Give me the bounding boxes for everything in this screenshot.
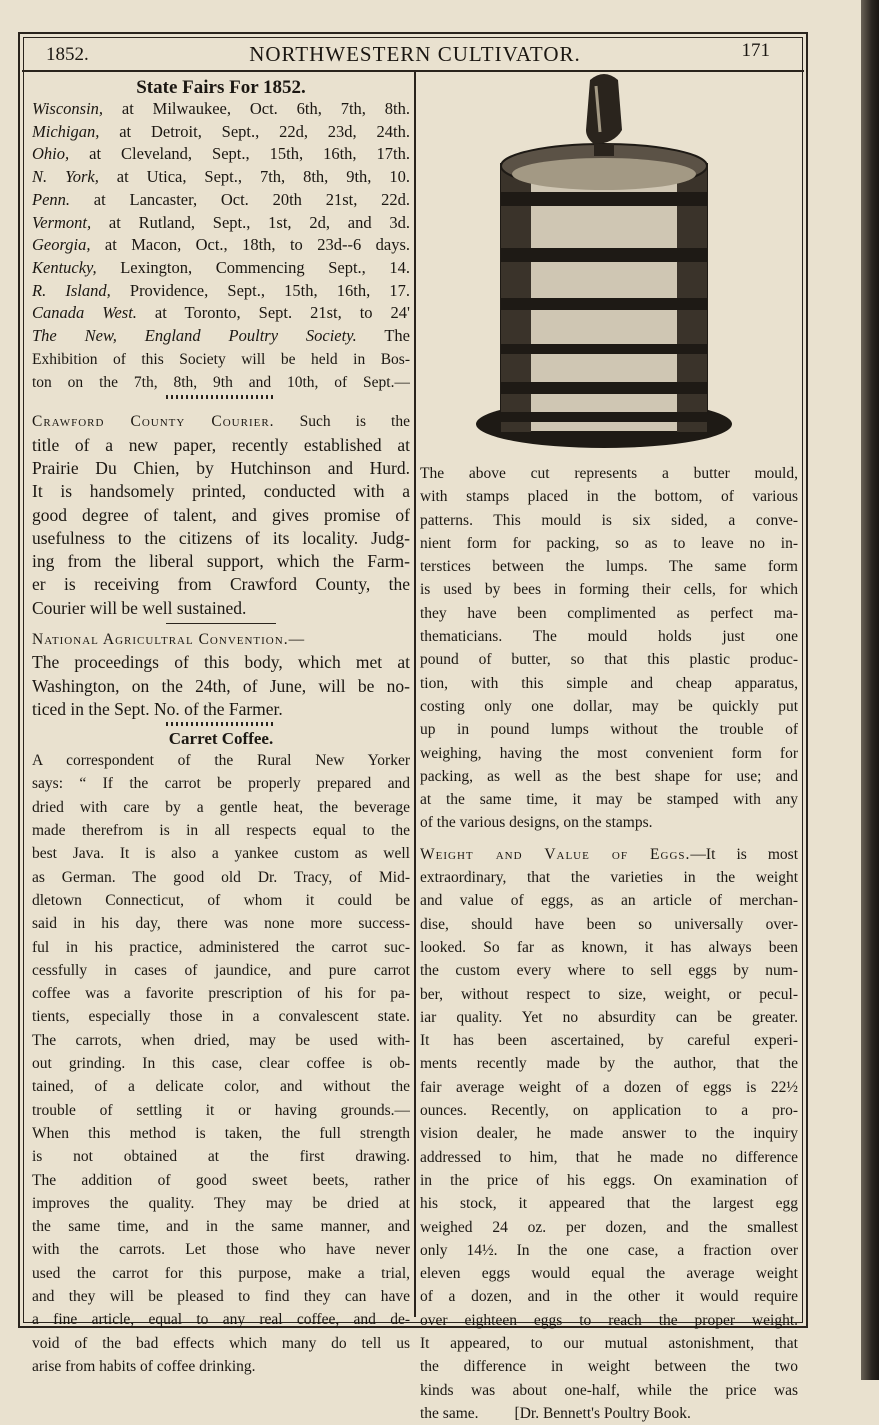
fair-details: at Macon, Oct., 18th, to 23d--6 days. <box>90 235 410 255</box>
text-line: vision dealer, he made answer to the inquiry <box>420 1125 798 1143</box>
text-line: er is receiving from Crawford County, the <box>32 574 410 595</box>
text-line: of the various designs, on the stamps. <box>420 814 653 832</box>
fair-details: at Utica, Sept., 7th, 8th, 9th, 10. <box>98 167 410 187</box>
text-line: weighed 24 oz. per dozen, and the smallest <box>420 1218 798 1236</box>
text-line: pound of butter, so that this plastic produc- <box>420 651 798 669</box>
fair-state: Vermont, <box>32 212 92 232</box>
text-line: tients, especially those in a convalescent state. <box>32 1008 410 1026</box>
text-line: says: “ If the carrot be properly prepared and <box>32 775 410 793</box>
text-line: the custom every where to sell eggs by num- <box>420 962 798 980</box>
text-line: dise, should have been so universally over- <box>420 915 798 933</box>
text-line: tion, with this simple and cheap apparatus, <box>420 674 798 692</box>
text-line: out grinding. In this case, clear coffee is ob- <box>32 1055 410 1073</box>
text-line: his stock, it appeared that the largest egg <box>420 1195 798 1213</box>
fairs-heading: State Fairs For 1852. <box>136 77 306 98</box>
poultry-society-text <box>32 348 410 395</box>
text-line: the same time, and in the same manner, and <box>32 1218 410 1236</box>
text-line: trouble of settling it or having grounds.— <box>32 1101 410 1119</box>
section-ornament <box>166 620 276 628</box>
courier-first-line <box>32 410 410 433</box>
convention-paragraph <box>32 651 410 721</box>
text-line: looked. So far as known, it has always been <box>420 938 798 956</box>
text-line: eleven eggs would equal the average weight <box>420 1265 798 1283</box>
text-line: title of a new paper, recently established at <box>32 434 410 455</box>
fair-details: Providence, Sept., 15th, 16th, 17. <box>110 280 410 300</box>
butter-mould-illustration <box>466 72 742 458</box>
text-line: ounces. Recently, on application to a pro- <box>420 1102 798 1120</box>
text-line: The carrots, when dried, may be used with- <box>32 1031 410 1049</box>
text-line: improves the quality. They may be dried at <box>32 1194 410 1212</box>
text-line: is not obtained at the first drawing. <box>32 1148 410 1166</box>
text-line: as German. The good old Dr. Tracy, of Mid- <box>32 868 410 886</box>
text-line: of a dozen, and in the other it would require <box>420 1288 798 1306</box>
eggs-heading: Weight and Value of Eggs. <box>420 845 691 863</box>
text-line: usefulness to the citizens of its locality. Judg- <box>32 527 410 548</box>
text-line: the difference in weight between the two <box>420 1358 798 1376</box>
eggs-lead: —It is most <box>690 845 798 863</box>
text-line: up in pound lumps without the trouble of <box>420 721 798 739</box>
text-line: The proceedings of this body, which met at <box>32 652 410 673</box>
eggs-first-line <box>420 843 798 866</box>
fair-entry <box>32 212 410 235</box>
text-line: coffee was a favorite prescription of his for pa- <box>32 985 410 1003</box>
book-spine <box>861 0 879 1380</box>
left-column <box>32 78 410 1378</box>
fair-entry <box>32 257 410 280</box>
section-ornament <box>166 394 276 402</box>
text-line: terstices between the lumps. The same form <box>420 558 798 576</box>
text-line: best Java. It is also a yankee custom as well <box>32 845 410 863</box>
fair-entry <box>32 143 410 166</box>
fair-details: Lexington, Commencing Sept., 14. <box>96 257 410 277</box>
fair-details: at Milwaukee, Oct. 6th, 7th, 8th. <box>103 99 410 118</box>
fair-entry <box>32 302 410 325</box>
text-line: they have been complimented as perfect ma- <box>420 604 798 622</box>
text-line: dried with care by a gentle heat, the beverage <box>32 798 410 816</box>
fairs-list <box>32 98 410 348</box>
fair-state: Michigan, <box>32 121 100 141</box>
text-line: addressed to him, that he made no difference <box>420 1148 798 1166</box>
fair-state: Kentucky, <box>32 257 97 277</box>
text-line: costing only one dollar, may be quickly put <box>420 697 798 715</box>
text-line: used the carrot for this purpose, make a trial, <box>32 1264 410 1282</box>
fair-state: R. Island, <box>32 280 111 300</box>
text-line: arise from habits of coffee drinking. <box>32 1357 256 1375</box>
text-line: fair average weight of a dozen of eggs is 22½ <box>420 1078 798 1096</box>
coffee-article <box>32 749 410 1378</box>
eggs-source: [Dr. Bennett's Poultry Book. <box>514 1404 691 1422</box>
text-line: When this method is taken, the full strength <box>32 1124 410 1142</box>
text-line: ton on the 7th, 8th, 9th and 10th, of Sept.— <box>32 374 410 392</box>
courier-heading: Crawford County Courier. <box>32 413 275 431</box>
fair-state: Wisconsin, <box>32 99 104 118</box>
courier-paragraph <box>32 434 410 620</box>
fair-state: The New, England Poultry Society. <box>32 326 357 346</box>
text-line: with stamps placed in the bottom, of various <box>420 488 798 506</box>
fair-details: at Detroit, Sept., 22d, 23d, 24th. <box>99 121 410 141</box>
eggs-last-line: the same. [Dr. Bennett's Poultry Book. <box>420 1404 691 1422</box>
section-ornament <box>166 721 276 729</box>
text-line: thematicians. The mould holds just one <box>420 628 798 646</box>
text-line: The addition of good sweet beets, rather <box>32 1171 410 1189</box>
fair-details: The <box>356 326 410 346</box>
header-year: 1852. <box>46 44 89 65</box>
text-line: weighing, having the most convenient form for <box>420 744 798 762</box>
text-line: It appeared, to our mutual astonishment, that <box>420 1334 798 1352</box>
text-line: tained, of a delicate color, and without the <box>32 1078 410 1096</box>
text-line: Courier will be well sustained. <box>32 597 247 618</box>
fair-entry <box>32 280 410 303</box>
text-line: The above cut represents a butter mould, <box>420 465 798 482</box>
fair-entry <box>32 98 410 121</box>
text-line: and value of eggs, as an article of merchan- <box>420 892 798 910</box>
text-line: A correspondent of the Rural New Yorker <box>32 752 410 770</box>
convention-heading: National Agricultral Convention.— <box>32 631 306 648</box>
text-line: nient form for packing, so as to leave no in- <box>420 534 798 552</box>
text-line: dletown Connecticut, of whom it could be <box>32 891 410 909</box>
fair-entry <box>32 189 410 212</box>
text-line: and they will be pleased to find they can have <box>32 1288 410 1306</box>
header-title: NORTHWESTERN CULTIVATOR. <box>249 42 581 66</box>
fair-state: Ohio, <box>32 144 70 164</box>
text-line: ber, without respect to size, weight, or pecul- <box>420 985 798 1003</box>
fair-entry <box>32 325 410 348</box>
text-line: ful in his practice, administered the carrot suc- <box>32 938 410 956</box>
text-line: at the same time, it may be stamped with any <box>420 791 798 809</box>
text-line: only 14½. In the one case, a fraction over <box>420 1241 798 1259</box>
fair-entry <box>32 166 410 189</box>
text-line: It has been ascertained, by careful experi- <box>420 1032 798 1050</box>
text-line: said in his day, there was none more success- <box>32 915 410 933</box>
text-line: Exhibition of this Society will be held in Bos- <box>32 350 410 368</box>
text-line: made therefrom is in all respects equal to the <box>32 822 410 840</box>
text-line: is used by bees in forming their cells, for which <box>420 581 798 599</box>
column-rule <box>414 72 416 1317</box>
text-line: iar quality. Yet no absurdity can be greater. <box>420 1008 798 1026</box>
text-line: extraordinary, that the varieties in the weight <box>420 869 798 887</box>
text-line: over eighteen eggs to reach the proper weight. <box>420 1311 798 1329</box>
fair-details: at Toronto, Sept. 21st, to 24' <box>136 303 410 323</box>
fair-state: Georgia, <box>32 235 91 255</box>
text-line: patterns. This mould is six sided, a conve- <box>420 511 798 529</box>
fair-details: at Cleveland, Sept., 15th, 16th, 17th. <box>69 144 410 164</box>
fair-details: at Lancaster, Oct. 20th 21st, 22d. <box>70 189 410 209</box>
mould-description <box>420 462 798 835</box>
coffee-heading: Carret Coffee. <box>168 729 274 749</box>
text-line: a fine article, equal to any real coffee, and de- <box>32 1311 410 1329</box>
courier-lead: Such is the <box>274 413 410 431</box>
text-line: cessfully in cases of jaundice, and pure carrot <box>32 961 410 979</box>
fair-entry <box>32 234 410 257</box>
text-line: ing from the liberal support, which the Farm- <box>32 551 410 572</box>
fair-state: Penn. <box>32 189 71 209</box>
header-page-number: 171 <box>741 40 770 61</box>
text-line: with the carrots. Let those who have never <box>32 1241 410 1259</box>
fair-state: N. York, <box>32 167 99 187</box>
text-line: Prairie Du Chien, by Hutchinson and Hurd. <box>32 457 410 478</box>
fair-details: at Rutland, Sept., 1st, 2d, and 3d. <box>91 212 410 232</box>
fair-state: Canada West. <box>32 303 137 323</box>
text-line: It is handsomely printed, conducted with a <box>32 481 410 502</box>
running-header <box>30 36 800 66</box>
eggs-article <box>420 866 798 1402</box>
fair-entry <box>32 121 410 144</box>
text-line: kinds was about one-half, while the price was <box>420 1381 798 1399</box>
text-line: in the price of his eggs. On examination of <box>420 1171 798 1189</box>
text-line: void of the bad effects which many do tell us <box>32 1334 410 1352</box>
text-line: Washington, on the 24th, of June, will be no- <box>32 675 410 696</box>
text-line: ticed in the Sept. No. of the Farmer. <box>32 698 283 719</box>
text-line: good degree of talent, and gives promise of <box>32 504 410 525</box>
right-column <box>420 462 798 1425</box>
text-line: packing, as well as the best shape for use; and <box>420 767 798 785</box>
text-line: ments recently made by the author, that the <box>420 1055 798 1073</box>
